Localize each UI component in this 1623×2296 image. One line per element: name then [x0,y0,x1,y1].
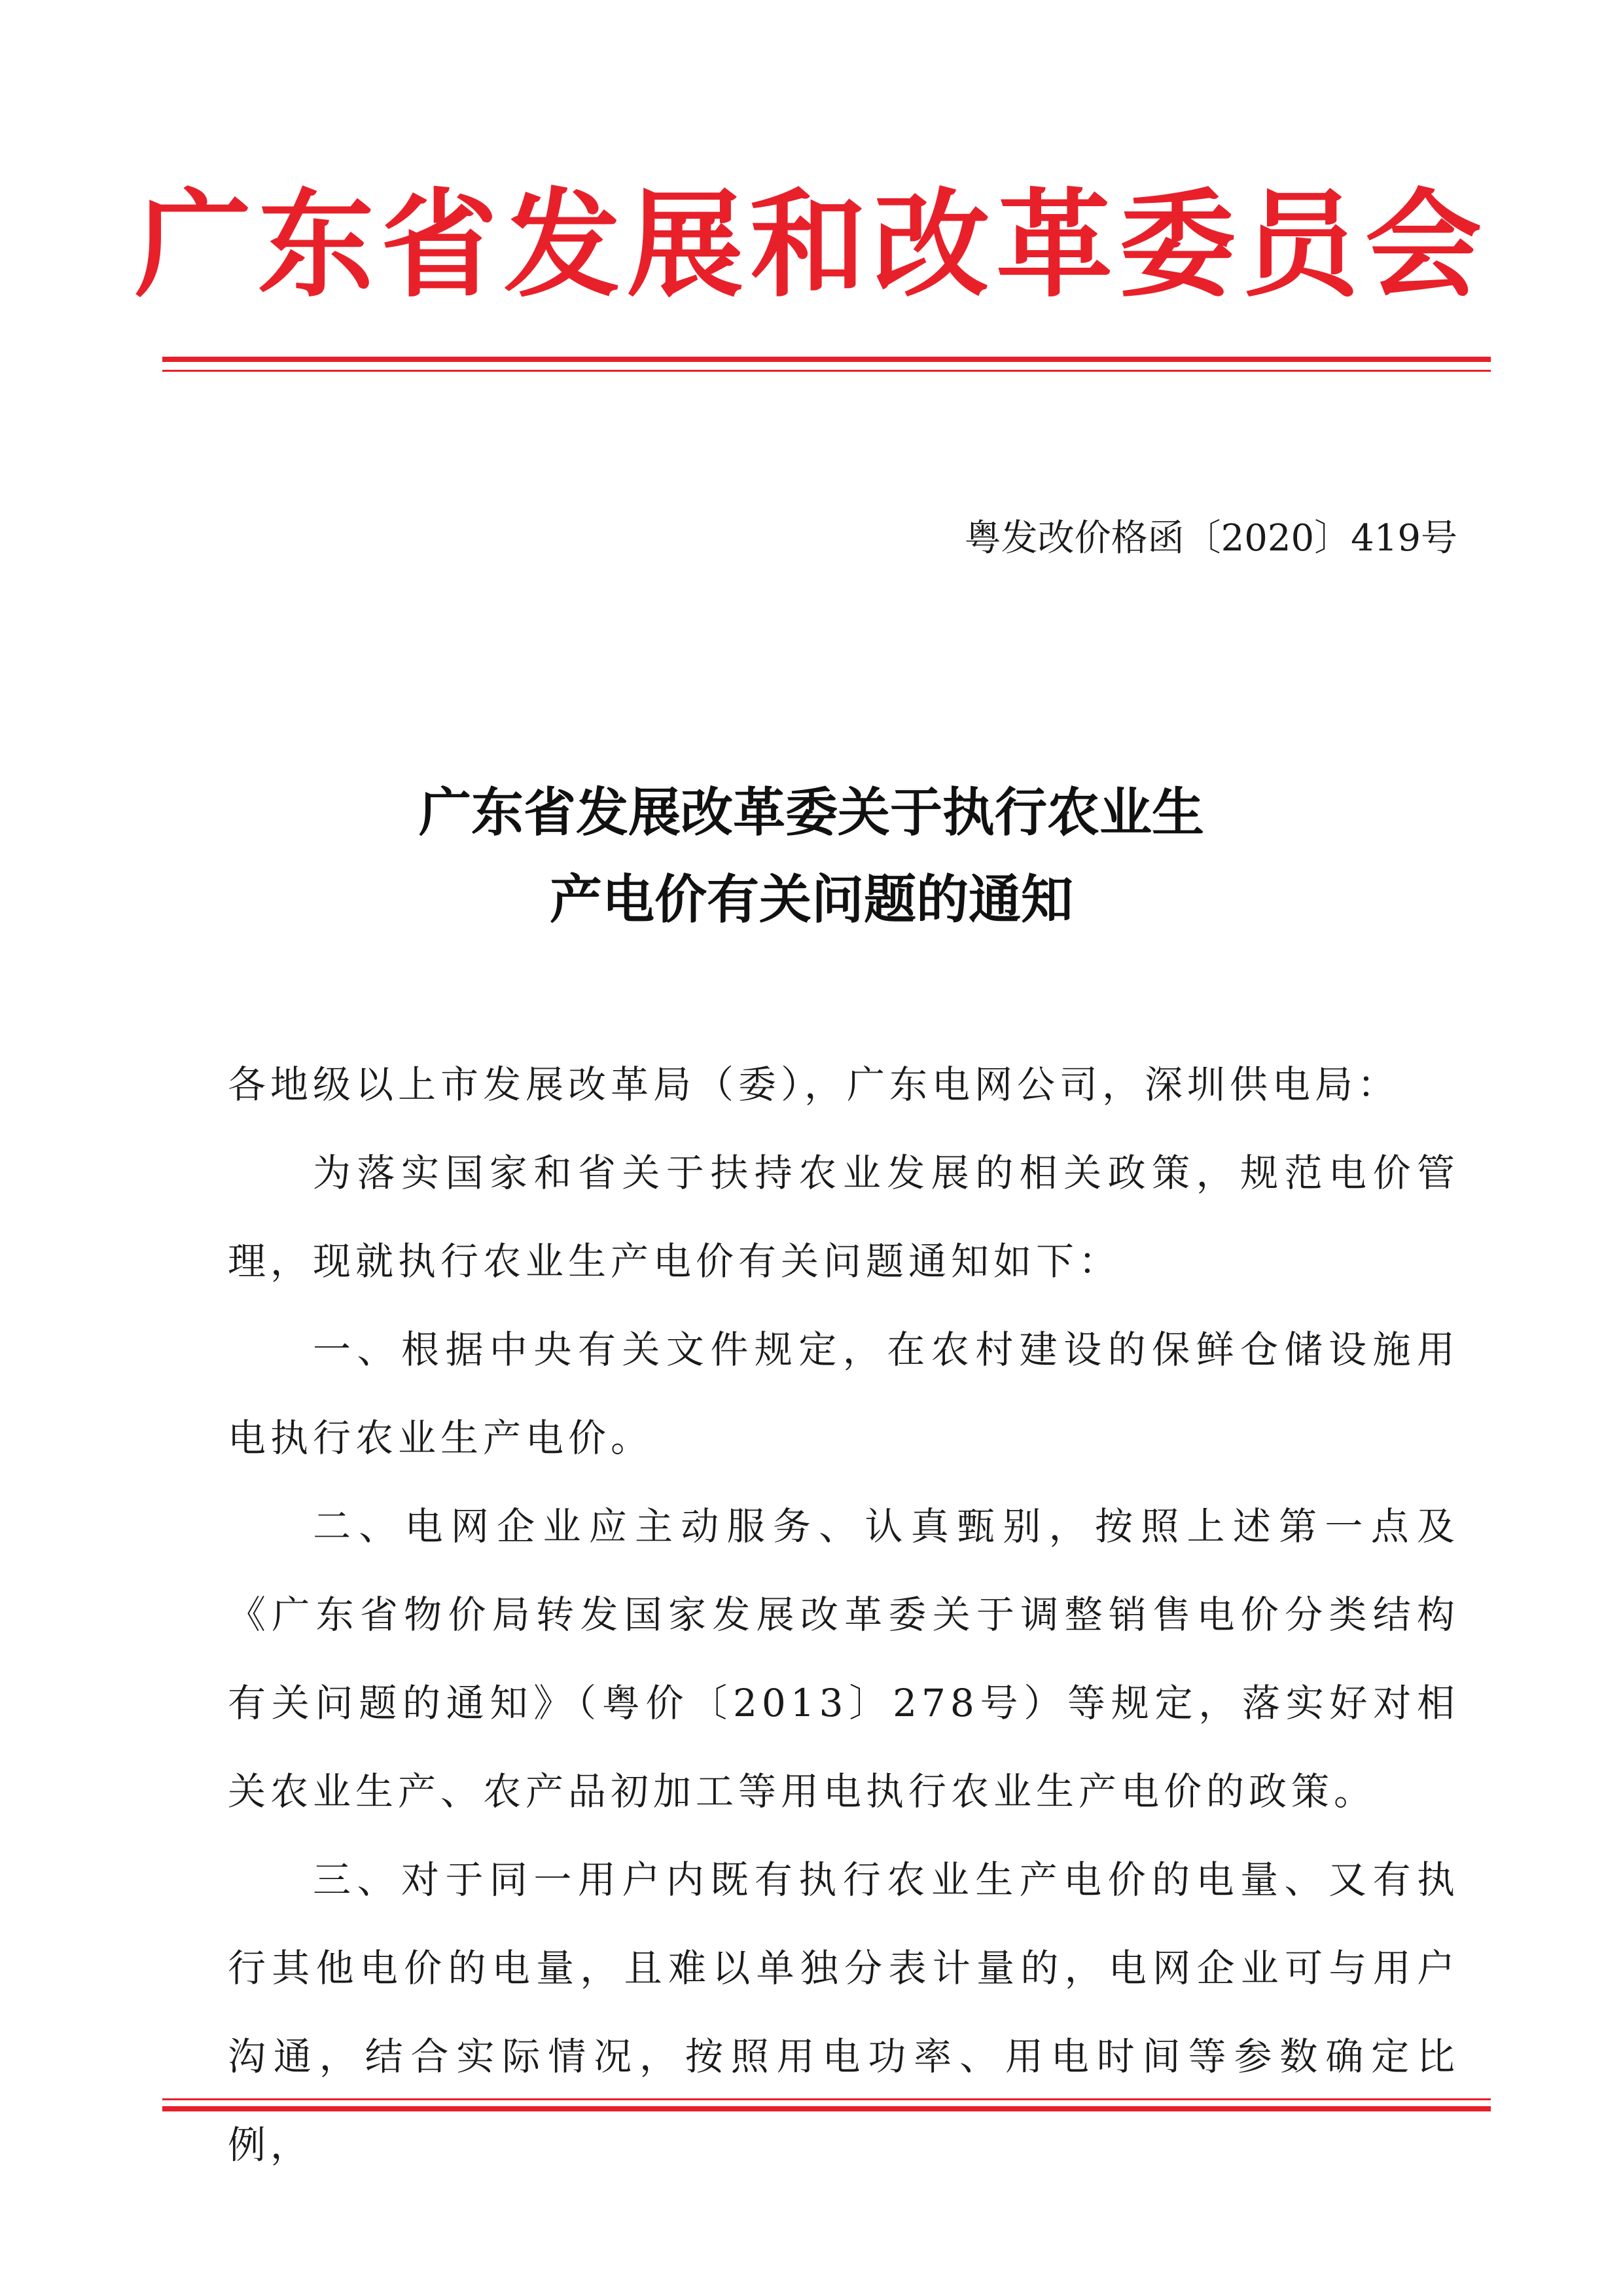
header-rule-thin [162,370,1491,372]
paragraph-item-2: 二、电网企业应主动服务、认真甄别，按照上述第一点及《广东省物价局转发国家发展改革委关于调整销售电价分类结构有关问题的通知》（粤价〔2013〕278号）等规定，落实好对相关农业生产、农产品初加工等用电执行农业生产电价的政策。 [228,1504,1459,1814]
document-title-line-2: 产电价有关问题的通知 [550,869,1073,930]
issuing-organization-header: 广东省发展和改革委员会 [135,176,1488,313]
footer-rule-thin [162,2098,1491,2100]
document-number: 粤发改价格函〔2020〕419号 [964,517,1457,560]
document-title [0,769,1623,943]
header-rule-thick [162,357,1491,362]
document-title-line-1: 广东省发展改革委关于执行农业生 [419,781,1204,843]
paragraph-item-3: 三、对于同一用户内既有执行农业生产电价的电量、又有执行其他电价的电量，且难以单独分表计量的，电网企业可与用户沟通，结合实际情况，按照用电功率、用电时间等参数确定比例， [228,1857,1459,2167]
footer-rule-thick [162,2106,1491,2111]
paragraph-intro: 为落实国家和省关于扶持农业发展的相关政策，规范电价管理，现就执行农业生产电价有关问题通知如下： [228,1151,1459,1283]
salutation: 各地级以上市发展改革局（委），广东电网公司，深圳供电局： [228,1062,1400,1107]
document-body [228,1041,1459,2189]
paragraph-item-1: 一、根据中央有关文件规定，在农村建设的保鲜仓储设施用电执行农业生产电价。 [228,1327,1459,1460]
